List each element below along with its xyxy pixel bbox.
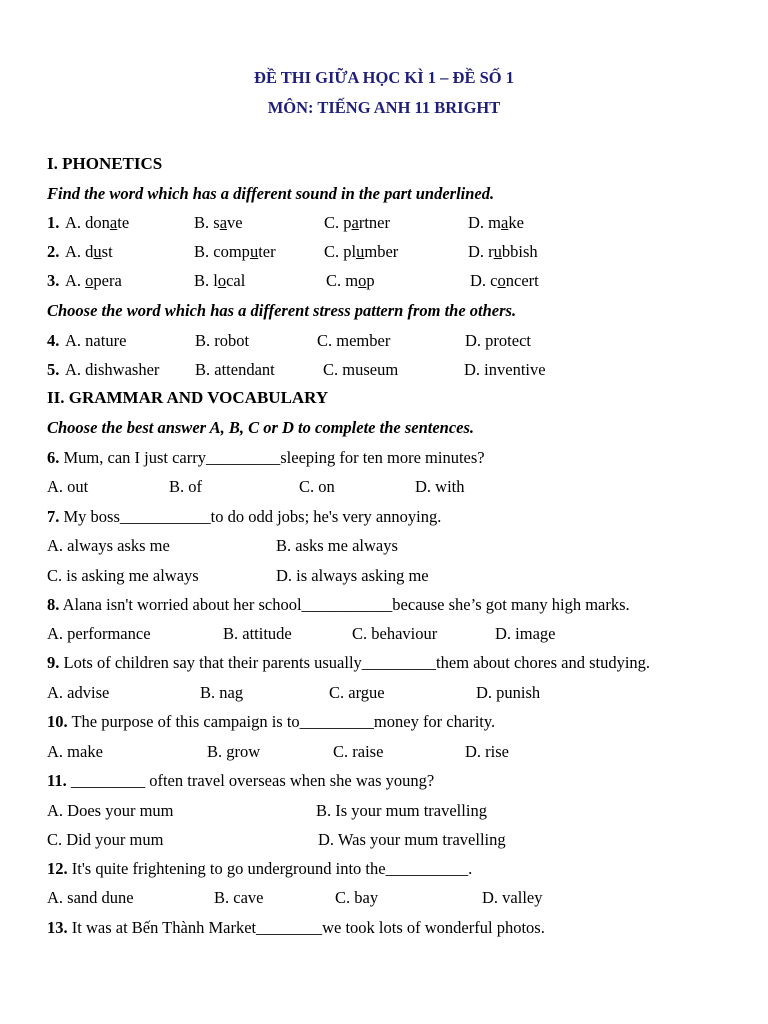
option-b: B. grow <box>207 742 261 761</box>
question-12-options <box>0 888 768 910</box>
section-grammar-heading: II. GRAMMAR AND VOCABULARY <box>47 388 329 407</box>
option-a: A. advise <box>47 683 110 702</box>
question-number: 1. <box>47 213 60 232</box>
option-d: D. punish <box>476 683 541 702</box>
option-b: B. nag <box>200 683 244 702</box>
option-c: C. is asking me always <box>47 566 199 585</box>
question-8-stem: 8. Alana isn't worried about her school___________because she’s got many high marks. <box>47 595 630 614</box>
option-b: B. attendant <box>195 360 275 379</box>
question-13-stem: 13. It was at Bến Thành Market________we took lots of wonderful photos. <box>47 918 545 937</box>
option-a: A. performance <box>47 624 151 643</box>
question-12-stem: 12. It's quite frightening to go underground into the__________. <box>47 859 473 878</box>
question-7-stem: 7. My boss___________to do odd jobs; he's very annoying. <box>47 507 442 526</box>
question-number: 4. <box>47 331 60 350</box>
question-6-options <box>0 477 768 499</box>
question-11-options-ab <box>0 801 768 823</box>
option-a: A. sand dune <box>47 888 134 907</box>
question-number: 2. <box>47 242 60 261</box>
option-b: B. cave <box>214 888 264 907</box>
option-a: A. opera <box>65 271 122 290</box>
question-2 <box>0 242 768 264</box>
option-c: C. plumber <box>324 242 399 261</box>
question-8-options <box>0 624 768 646</box>
option-a: A. always asks me <box>47 536 170 555</box>
option-b: B. computer <box>194 242 276 261</box>
section-phonetics-heading: I. PHONETICS <box>47 154 163 173</box>
option-c: C. bay <box>335 888 379 907</box>
option-d: D. inventive <box>464 360 546 379</box>
option-d: D. valley <box>482 888 543 907</box>
option-a: A. dust <box>65 242 113 261</box>
question-3 <box>0 271 768 293</box>
option-d: D. protect <box>465 331 531 350</box>
option-d: D. make <box>468 213 524 232</box>
option-c: C. Did your mum <box>47 830 164 849</box>
option-c: C. partner <box>324 213 390 232</box>
option-a: A. donate <box>65 213 130 232</box>
question-4 <box>0 331 768 353</box>
option-b: B. Is your mum travelling <box>316 801 487 820</box>
question-7-options-cd <box>0 566 768 588</box>
instruction-sound: Find the word which has a different sound in the part underlined. <box>47 184 495 203</box>
option-c: C. member <box>317 331 391 350</box>
question-11-options-cd <box>0 830 768 852</box>
option-a: A. nature <box>65 331 127 350</box>
option-d: D. rubbish <box>468 242 538 261</box>
option-a: A. make <box>47 742 103 761</box>
option-c: C. museum <box>323 360 399 379</box>
option-c: C. on <box>299 477 335 496</box>
option-b: B. asks me always <box>276 536 398 555</box>
option-b: B. attitude <box>223 624 292 643</box>
option-c: C. mop <box>326 271 375 290</box>
question-number: 3. <box>47 271 60 290</box>
question-9-stem: 9. Lots of children say that their parents usually_________them about chores and studying. <box>47 653 651 672</box>
option-c: C. behaviour <box>352 624 438 643</box>
option-b: B. of <box>169 477 202 496</box>
question-10-options <box>0 742 768 764</box>
question-10-stem: 10. The purpose of this campaign is to_________money for charity. <box>47 712 496 731</box>
option-d: D. with <box>415 477 465 496</box>
option-a: A. out <box>47 477 89 496</box>
exam-subject: MÔN: TIẾNG ANH 11 BRIGHT <box>267 98 501 117</box>
option-d: D. concert <box>470 271 539 290</box>
question-1 <box>0 213 768 235</box>
option-d: D. Was your mum travelling <box>318 830 506 849</box>
question-5 <box>0 360 768 382</box>
option-d: D. is always asking me <box>276 566 429 585</box>
instruction-grammar: Choose the best answer A, B, C or D to complete the sentences. <box>47 418 475 437</box>
question-7-options-ab <box>0 536 768 558</box>
option-a: A. Does your mum <box>47 801 174 820</box>
option-b: B. local <box>194 271 246 290</box>
option-b: B. robot <box>195 331 250 350</box>
exam-title: ĐỀ THI GIỮA HỌC KÌ 1 – ĐỀ SỐ 1 <box>254 68 514 87</box>
question-number: 5. <box>47 360 60 379</box>
question-6-stem: 6. Mum, can I just carry_________sleeping for ten more minutes? <box>47 448 485 467</box>
option-c: C. argue <box>329 683 385 702</box>
option-b: B. save <box>194 213 243 232</box>
option-c: C. raise <box>333 742 384 761</box>
option-a: A. dishwasher <box>65 360 160 379</box>
instruction-stress: Choose the word which has a different stress pattern from the others. <box>47 301 517 320</box>
option-d: D. image <box>495 624 556 643</box>
question-9-options <box>0 683 768 705</box>
option-d: D. rise <box>465 742 509 761</box>
question-11-stem: 11. _________ often travel overseas when she was young? <box>47 771 435 790</box>
